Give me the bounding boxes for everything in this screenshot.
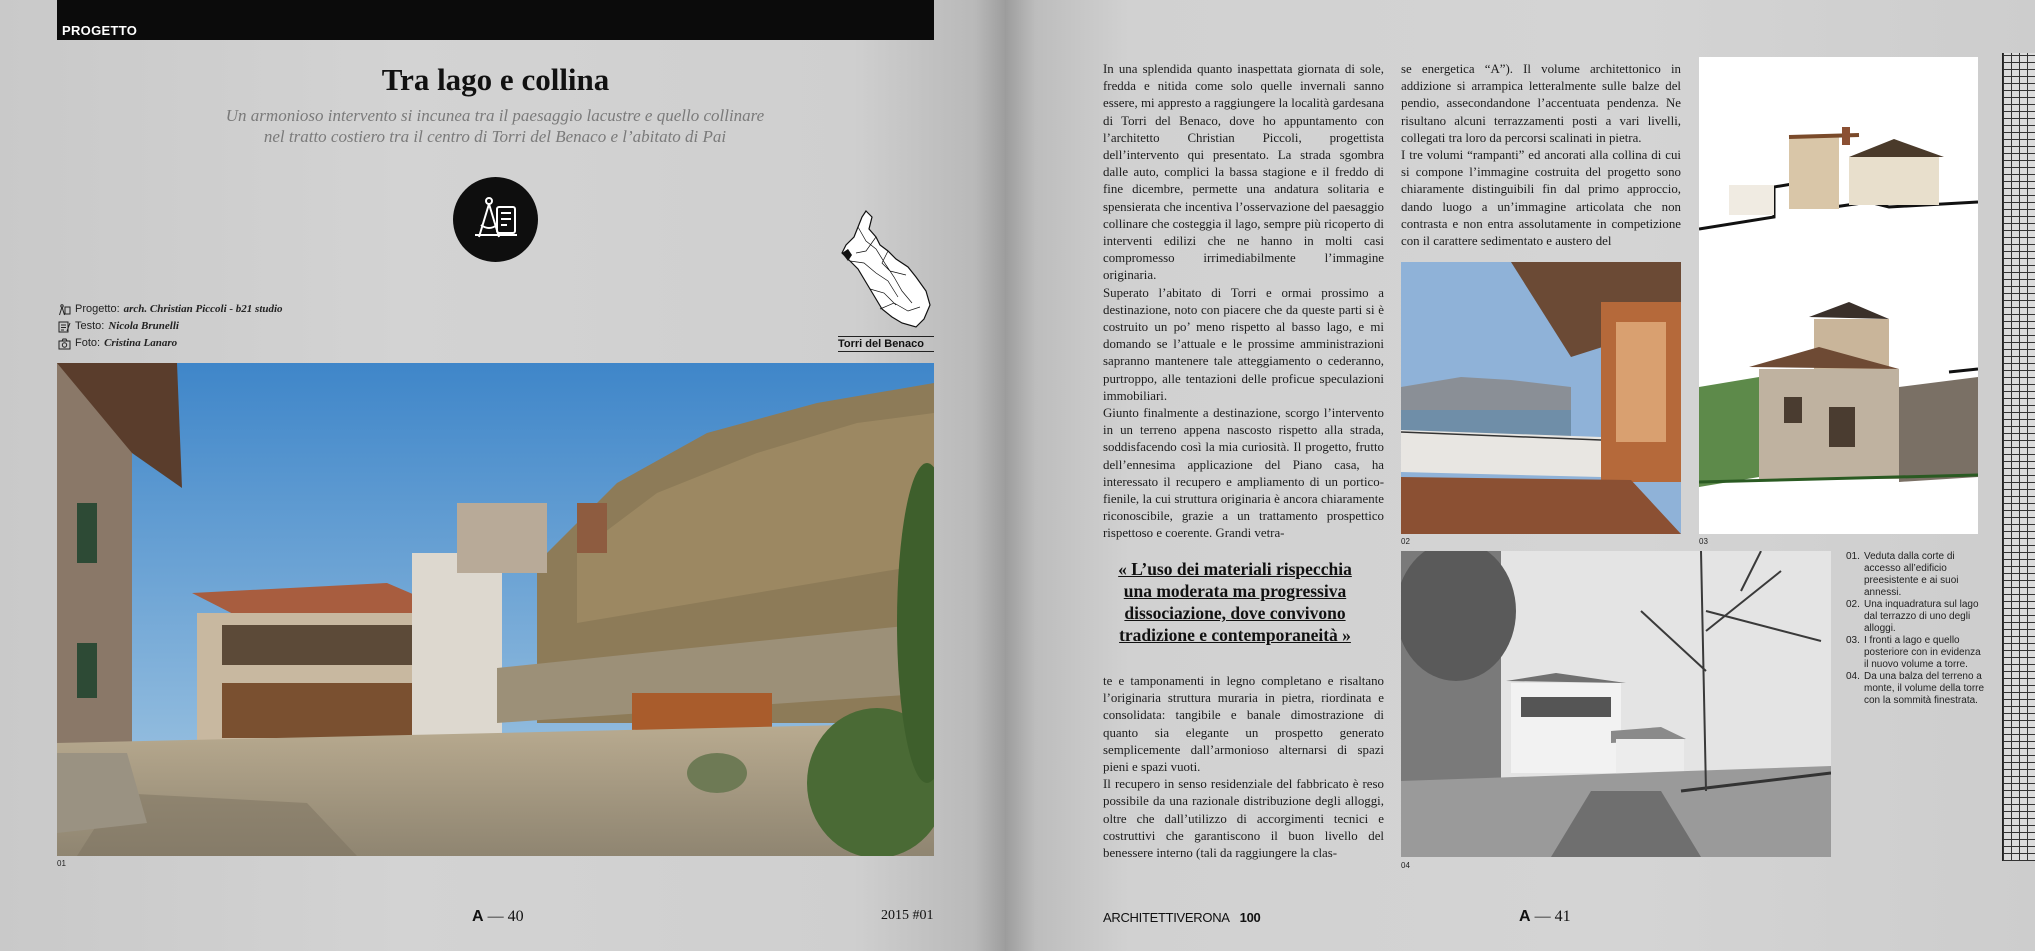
text-column-1-top bbox=[1103, 61, 1384, 543]
camera-icon bbox=[58, 338, 71, 350]
photo-number: 04 bbox=[1401, 861, 1410, 870]
photo-04-tower-view bbox=[1401, 551, 1831, 857]
caption-item bbox=[1846, 599, 1986, 635]
paragraph: Il recupero in senso residenziale del fabbricato è reso possibile da una razionale distribuzione degli alloggi, oltre che dall’utilizzo di accorgimenti tecnici e costruttivi che garantiscono il buon livello del benessere interno (tali da raggiungere la clas- bbox=[1103, 777, 1384, 861]
photo-03-elevations bbox=[1699, 57, 1978, 534]
photo-number: 02 bbox=[1401, 537, 1410, 546]
photo-01-courtyard bbox=[57, 363, 934, 856]
article-subtitle bbox=[200, 105, 790, 147]
text-column-2-top bbox=[1401, 61, 1681, 250]
caption-item bbox=[1846, 551, 1986, 599]
folio-number: — 41 bbox=[1534, 908, 1571, 925]
folio-letter: A bbox=[472, 908, 484, 925]
credit-label: Testo: bbox=[75, 320, 105, 332]
issue-number: 2015 #01 bbox=[881, 908, 934, 923]
folio-letter: A bbox=[1519, 908, 1531, 925]
credit-value: Nicola Brunelli bbox=[108, 320, 179, 332]
photo-captions bbox=[1846, 551, 1986, 707]
caption-item bbox=[1846, 671, 1986, 707]
province-map-icon bbox=[836, 207, 934, 332]
caption-text: Da una balza del terreno a monte, il volume della torre con la sommità finestrata. bbox=[1864, 671, 1985, 706]
project-category-logo-icon bbox=[453, 177, 538, 262]
credit-row-project bbox=[58, 301, 283, 318]
credit-value: Cristina Lanaro bbox=[104, 337, 178, 349]
paragraph: I tre volumi “rampanti” ed ancorati alla collina di cui si compone l’immagine costruita del progetto sono chiaramente distinguibili fin dal primo approccio, dando luogo a un’immagine articolata che non contrasta e non entra assolutamente in competizione con il carattere sedimentato e austero del bbox=[1401, 148, 1681, 249]
edge-grid-ruler bbox=[2002, 53, 2035, 861]
photo-number: 01 bbox=[57, 859, 66, 868]
caption-number: 01. bbox=[1846, 551, 1860, 562]
folio-left bbox=[472, 908, 524, 926]
pull-quote: « L’uso dei materiali rispecchia una moderata ma progressiva dissociazione, dove convivono tradizione e contemporaneità » bbox=[1118, 559, 1352, 645]
journal-name: ARCHITETTIVERONA bbox=[1103, 910, 1230, 925]
paragraph: Superato l’abitato di Torri e ormai prossimo a destinazione, noto con piacere che da queste parti si è costruito un po’ meno rispetto al basso lago, e mi domando se l’attuale e le prossime amministrazioni sapranno mantenere tale atteggiamento o cederanno, purtroppo, alle tentazioni delle proficue speculazioni immobiliari. bbox=[1103, 285, 1384, 403]
text-column-1-bottom bbox=[1103, 673, 1384, 862]
paragraph: Giunto finalmente a destinazione, scorgo l’intervento in un terreno appena nascosto rispetto alla strada, soddisfacendo così la mia curiosità. Il progetto, frutto dell’ennesima applicazione del Piano casa, ha interessato il recupero e ampliamento di un portico-fienile, la cui struttura originaria è ancora chiaramente riconoscibile, grazie a un trattamento prospettico rispettoso e coerente. Grandi vetra- bbox=[1103, 406, 1384, 541]
folio-number: — 40 bbox=[487, 908, 524, 925]
credits-block bbox=[58, 301, 283, 352]
map-location-label: Torri del Benaco bbox=[838, 336, 934, 352]
credit-value: arch. Christian Piccoli - b21 studio bbox=[123, 303, 283, 315]
left-page bbox=[0, 0, 1005, 951]
caption-number: 03. bbox=[1846, 635, 1860, 646]
credit-label: Progetto: bbox=[75, 303, 120, 315]
photo-02-terrace bbox=[1401, 262, 1681, 534]
caption-item bbox=[1846, 635, 1986, 671]
subtitle-line-1: Un armonioso intervento si incunea tra il paesaggio lacustre e quello collinare bbox=[225, 106, 765, 125]
credit-row-photo bbox=[58, 335, 283, 352]
paragraph: te e tamponamenti in legno completano e risaltano l’originaria struttura muraria in pietra, riordinata e consolidata: tangibile e banale dimostrazione di quanto sia elegante un prospetto generato semplicemente dall’armonioso alternarsi di spazi pieni e spazi vuoti. bbox=[1103, 674, 1384, 775]
folio-right bbox=[1519, 908, 1571, 926]
credit-row-text bbox=[58, 318, 283, 335]
caption-text: Veduta dalla corte di accesso all’edificio preesistente e ai suoi annessi. bbox=[1864, 551, 1959, 598]
journal-issue: 100 bbox=[1239, 910, 1261, 925]
photo-number: 03 bbox=[1699, 537, 1708, 546]
article-title: Tra lago e collina bbox=[381, 62, 610, 97]
journal-footer bbox=[1103, 910, 1260, 925]
caption-number: 02. bbox=[1846, 599, 1860, 610]
subtitle-line-2: nel tratto costiero tra il centro di Torri del Benaco e l’abitato di Pai bbox=[263, 127, 727, 146]
caption-text: I fronti a lago e quello posteriore con in evidenza il nuovo volume a torre. bbox=[1864, 635, 1981, 670]
caption-text: Una inquadratura sul lago dal terrazzo di uno degli alloggi. bbox=[1864, 599, 1979, 634]
caption-number: 04. bbox=[1846, 671, 1860, 682]
paragraph: In una splendida quanto inaspettata giornata di sole, fredda e nitida come solo quelle invernali sanno essere, mi appresto a raggiungere la località gardesana di Torri del Benaco, dove ho appuntamento con l’architetto Christian Piccoli, progettista dell’intervento qui presentato. La strada sgombra dalle auto, complici la bassa stagione e il freddo di fine dicembre, permette una andatura solitaria e spensierata che incentiva l’osservazione del paesaggio collinare che costeggia il lago, sempre più ricoperto di interventi edilizi che ne hanno in molti casi compromesso irrimediabilmente l’immagine originaria. bbox=[1103, 62, 1384, 283]
pen-icon bbox=[58, 321, 71, 333]
section-label: PROGETTO bbox=[62, 23, 138, 38]
credit-label: Foto: bbox=[75, 337, 101, 349]
section-header-bar bbox=[57, 0, 934, 40]
paragraph: se energetica “A”). Il volume architettonico in addizione si arrampica letteralmente sulle balze del pendio, assecondandone l’accentuata pendenza. Ne risultano alcuni terrazzamenti posti a vari livelli, collegati tra loro da percorsi scalinati in pietra. bbox=[1401, 62, 1681, 145]
compass-icon bbox=[58, 304, 71, 316]
